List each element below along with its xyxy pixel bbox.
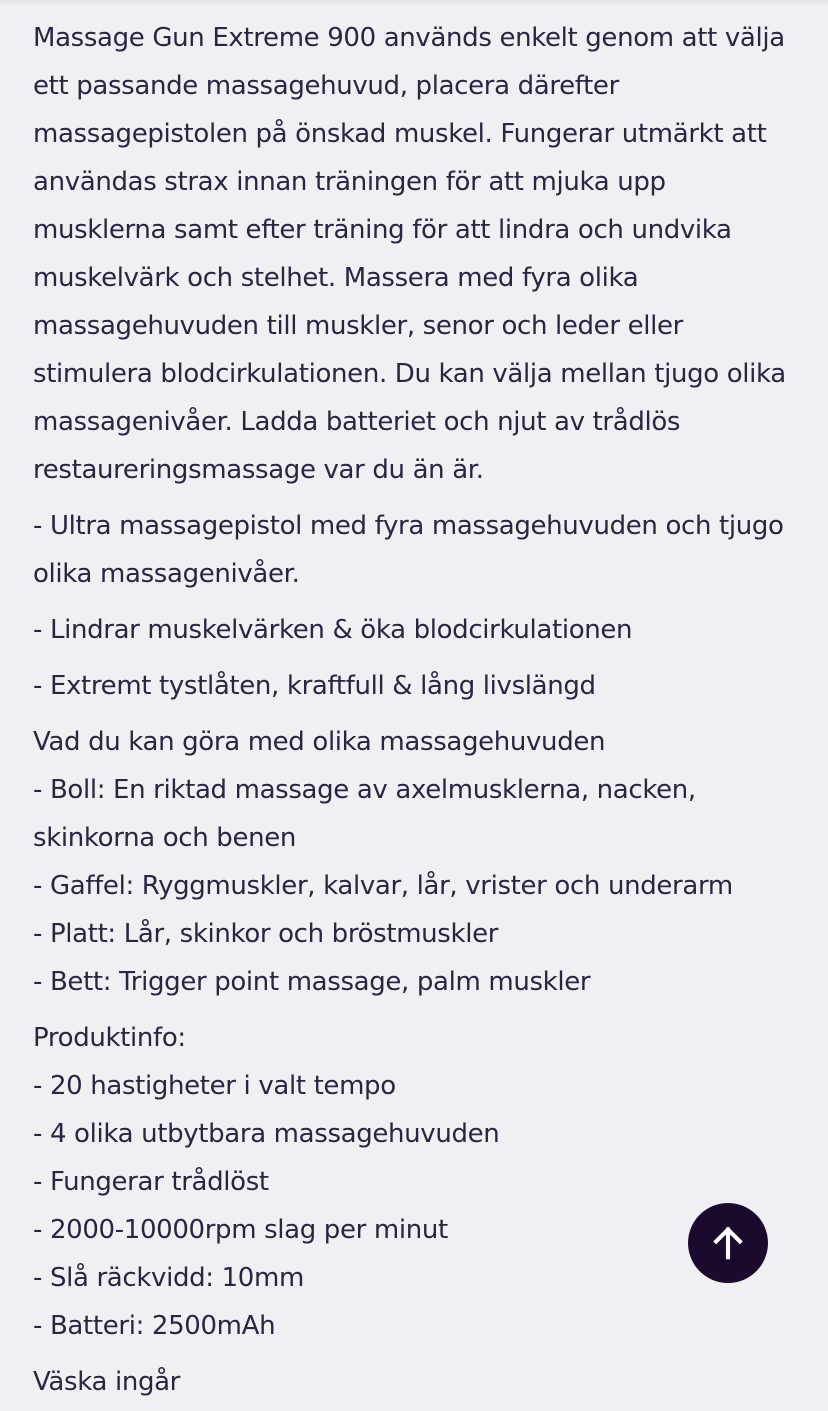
arrow-up-icon	[709, 1224, 747, 1262]
description-intro: Massage Gun Extreme 900 används enkelt genom att välja ett passande massagehuvud, placera därefter massagepistolen på önskad muskel. Fungerar utmärkt att användas strax innan träningen för att mjuka upp musklerna samt efter träning för att lindra och undvika muskelvärk och stelhet. Massera med fyra olika massagehuvuden till muskler, senor och leder eller stimulera blodcirkulationen. Du kan välja mellan tjugo olika massagenivåer. Ladda batteriet och njut av trådlös restaureringsmassage var du än är.	[33, 23, 786, 485]
info-item-battery: - Batteri: 2500mAh	[33, 1311, 276, 1341]
header-shadow	[0, 0, 828, 6]
head-item-ball: - Boll: En riktad massage av axelmusklerna, nacken, skinkorna och benen	[33, 775, 696, 853]
info-item-wireless: - Fungerar trådlöst	[33, 1167, 269, 1197]
feature-item-1: - Ultra massagepistol med fyra massagehuvuden och tjugo olika massagenivåer.	[33, 511, 784, 589]
info-item-range: - Slå räckvidd: 10mm	[33, 1263, 304, 1293]
heads-heading: Vad du kan göra med olika massagehuvuden	[33, 727, 606, 757]
product-description	[33, 14, 803, 1406]
info-item-rpm: - 2000-10000rpm slag per minut	[33, 1215, 448, 1245]
feature-item-2: - Lindrar muskelvärken & öka blodcirkulationen	[33, 615, 633, 645]
head-item-fork: - Gaffel: Ryggmuskler, kalvar, lår, vrister och underarm	[33, 871, 733, 901]
head-item-flat: - Platt: Lår, skinkor och bröstmuskler	[33, 919, 499, 949]
head-item-bullet: - Bett: Trigger point massage, palm muskler	[33, 967, 591, 997]
bag-included-note: Väska ingår	[33, 1367, 181, 1397]
scroll-to-top-button[interactable]	[688, 1203, 768, 1283]
info-item-heads: - 4 olika utbytbara massagehuvuden	[33, 1119, 500, 1149]
feature-item-3: - Extremt tystlåten, kraftfull & lång livslängd	[33, 671, 596, 701]
info-heading: Produktinfo:	[33, 1023, 186, 1053]
info-item-speeds: - 20 hastigheter i valt tempo	[33, 1071, 396, 1101]
